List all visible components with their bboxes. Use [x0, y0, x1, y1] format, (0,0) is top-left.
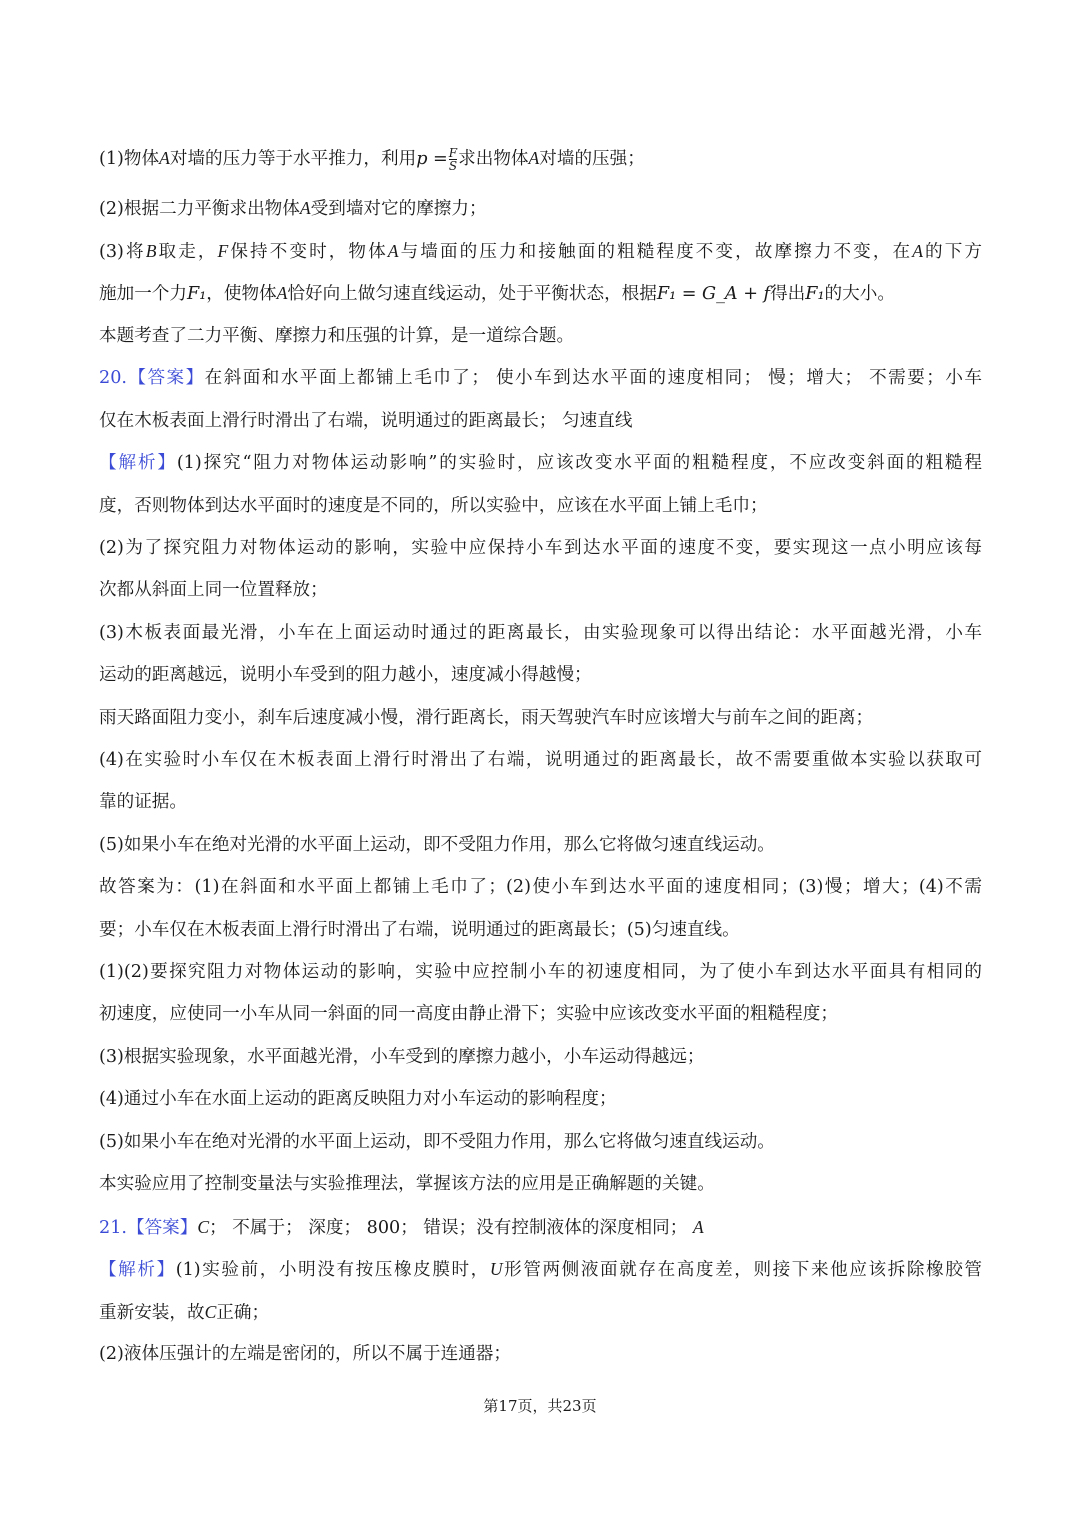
- math-variable: p =: [416, 149, 448, 169]
- text-line: [99, 1300, 982, 1325]
- math-variable: A: [912, 241, 923, 261]
- text-segment: 正确；: [216, 1303, 270, 1323]
- text-segment: 次都从斜面上同一位置释放；: [99, 580, 328, 600]
- text-line: [99, 494, 982, 518]
- text-segment: ； 不属于； 深度； 800； 错误；没有控制液体的深度相同；: [209, 1218, 693, 1238]
- numerator: F: [448, 145, 458, 160]
- fraction: [449, 147, 457, 172]
- math-variable: A: [276, 283, 288, 303]
- text-line: [99, 663, 982, 687]
- math-variable: F₁: [805, 284, 825, 304]
- text-line: [99, 1130, 982, 1154]
- text-line: [99, 875, 982, 899]
- text-segment: (4)通过小车在水面上运动的距离反映阻力对小车运动的影响程度；: [99, 1089, 617, 1109]
- math-variable: A: [387, 241, 399, 261]
- denominator: S: [448, 158, 458, 173]
- math-variable: A: [528, 148, 540, 168]
- text-line: [99, 748, 982, 772]
- math-variable: U: [489, 1259, 503, 1279]
- text-line: [99, 1172, 982, 1196]
- math-variable: C: [204, 1302, 217, 1322]
- answer-label: 20.【答案】: [99, 368, 205, 388]
- text-segment: 恰好向上做匀速直线运动，处于平衡状态，根据: [287, 284, 657, 304]
- text-line: [99, 918, 982, 942]
- math-variable: F: [217, 241, 229, 261]
- text-line: [99, 324, 982, 348]
- text-segment: (3)根据实验现象，水平面越光滑，小车受到的摩擦力越小，小车运动得越远；: [99, 1047, 705, 1067]
- text-segment: 与墙面的压力和接触面的粗糙程度不变，故摩擦力不变，在: [398, 242, 913, 262]
- text-segment: ，使物体: [206, 284, 277, 304]
- text-line: [99, 1087, 982, 1111]
- text-segment: 的大小。: [824, 284, 895, 304]
- text-line: [99, 281, 982, 306]
- text-line: [99, 706, 982, 730]
- text-segment: (1)(2)要探究阻力对物体运动的影响，实验中应控制小车的初速度相同，为了使小车到达水平面具有相同的: [99, 962, 982, 982]
- text-segment: (1)物体: [99, 149, 160, 169]
- text-line: [99, 1215, 982, 1240]
- text-segment: (3)木板表面最光滑，小车在上面运动时通过的距离最长，由实验现象可以得出结论：水平面越光滑，小车: [99, 623, 982, 643]
- text-line: [99, 1045, 982, 1069]
- text-segment: 度，否则物体到达水平面时的速度是不同的，所以实验中，应该在水平面上铺上毛巾；: [99, 496, 768, 516]
- text-line: [99, 366, 982, 390]
- text-line: [99, 1002, 982, 1026]
- text-segment: 运动的距离越远，说明小车受到的阻力越小，速度减小得越慢；: [99, 665, 592, 685]
- text-segment: (1)实验前，小明没有按压橡皮膜时，: [175, 1260, 490, 1280]
- text-line: [99, 409, 982, 433]
- text-segment: 雨天路面阻力变小，刹车后速度减小慢，滑行距离长，雨天驾驶汽车时应该增大与前车之间的距离；: [99, 708, 874, 728]
- text-segment: (2)根据二力平衡求出物体: [99, 199, 300, 219]
- text-segment: 施加一个力: [99, 284, 187, 304]
- math-variable: A: [692, 1217, 704, 1237]
- math-variable: A: [299, 198, 311, 218]
- answer-label: 【解析】: [99, 453, 177, 473]
- text-segment: 取走，: [156, 242, 218, 262]
- text-line: [99, 1342, 982, 1366]
- text-line: [99, 621, 982, 645]
- text-segment: (5)如果小车在绝对光滑的水平面上运动，即不受阻力作用，那么它将做匀速直线运动。: [99, 835, 775, 855]
- text-segment: (4)在实验时小车仅在木板表面上滑行时滑出了右端，说明通过的距离最长，故不需要重做本实验以获取可: [99, 750, 982, 770]
- math-variable: F₁: [186, 284, 207, 304]
- text-segment: 重新安装，故: [99, 1303, 205, 1323]
- math-variable: A: [159, 148, 170, 168]
- text-segment: 要；小车仅在木板表面上滑行时滑出了右端，说明通过的距离最长；(5)匀速直线。: [99, 920, 740, 940]
- text-line: [99, 960, 982, 984]
- text-line: [99, 578, 982, 602]
- text-line: [99, 146, 982, 172]
- math-variable: C: [197, 1217, 210, 1237]
- text-segment: (2)为了探究阻力对物体运动的影响，实验中应保持小车到达水平面的速度不变，要实现这一点小明应该每: [99, 538, 982, 558]
- text-segment: 本实验应用了控制变量法与实验推理法，掌握该方法的应用是正确解题的关键。: [99, 1174, 715, 1194]
- text-segment: (3)将: [99, 242, 146, 262]
- text-line: [99, 536, 982, 560]
- text-segment: 对墙的压力等于水平推力，利用: [169, 149, 417, 169]
- text-segment: 形管两侧液面就存在高度差，则接下来他应该拆除橡胶管: [502, 1260, 982, 1280]
- text-segment: 初速度，应使同一小车从同一斜面的同一高度由静止滑下；实验中应该改变水平面的粗糙程度；: [99, 1004, 838, 1024]
- math-variable: F₁ = G_A + f: [656, 284, 771, 304]
- text-segment: 靠的证据。: [99, 792, 187, 812]
- answer-label: 【解析】: [99, 1260, 176, 1280]
- text-segment: 受到墙对它的摩擦力；: [310, 199, 487, 219]
- text-segment: (2)液体压强计的左端是密闭的，所以不属于连通器；: [99, 1344, 511, 1364]
- text-segment: 保持不变时，物体: [228, 242, 388, 262]
- text-segment: 本题考查了二力平衡、摩擦力和压强的计算，是一道综合题。: [99, 326, 575, 346]
- text-line: [99, 196, 982, 221]
- page-number-footer: 第17页，共23页: [483, 1397, 597, 1415]
- text-segment: 对墙的压强；: [539, 149, 645, 169]
- text-segment: 的下方: [922, 242, 982, 262]
- text-segment: 在斜面和水平面上都铺上毛巾了； 使小车到达水平面的速度相同； 慢；增大； 不需要；小车: [204, 368, 982, 388]
- text-segment: 仅在木板表面上滑行时滑出了右端，说明通过的距离最长； 匀速直线: [99, 411, 633, 431]
- text-segment: (1)探究“阻力对物体运动影响”的实验时，应该改变水平面的粗糙程度，不应改变斜面的粗糙程: [176, 453, 982, 473]
- text-segment: 得出: [770, 284, 806, 304]
- text-line: [99, 833, 982, 857]
- text-line: [99, 451, 982, 475]
- answer-label: 21.【答案】: [99, 1218, 198, 1238]
- text-segment: 求出物体: [458, 149, 529, 169]
- math-variable: B: [145, 241, 157, 261]
- text-line: [99, 239, 982, 263]
- text-line: [99, 1257, 982, 1281]
- text-segment: (5)如果小车在绝对光滑的水平面上运动，即不受阻力作用，那么它将做匀速直线运动。: [99, 1132, 775, 1152]
- text-segment: 故答案为：(1)在斜面和水平面上都铺上毛巾了；(2)使小车到达水平面的速度相同；(3)慢；增大；(4)不需: [99, 877, 982, 897]
- text-line: [99, 790, 982, 814]
